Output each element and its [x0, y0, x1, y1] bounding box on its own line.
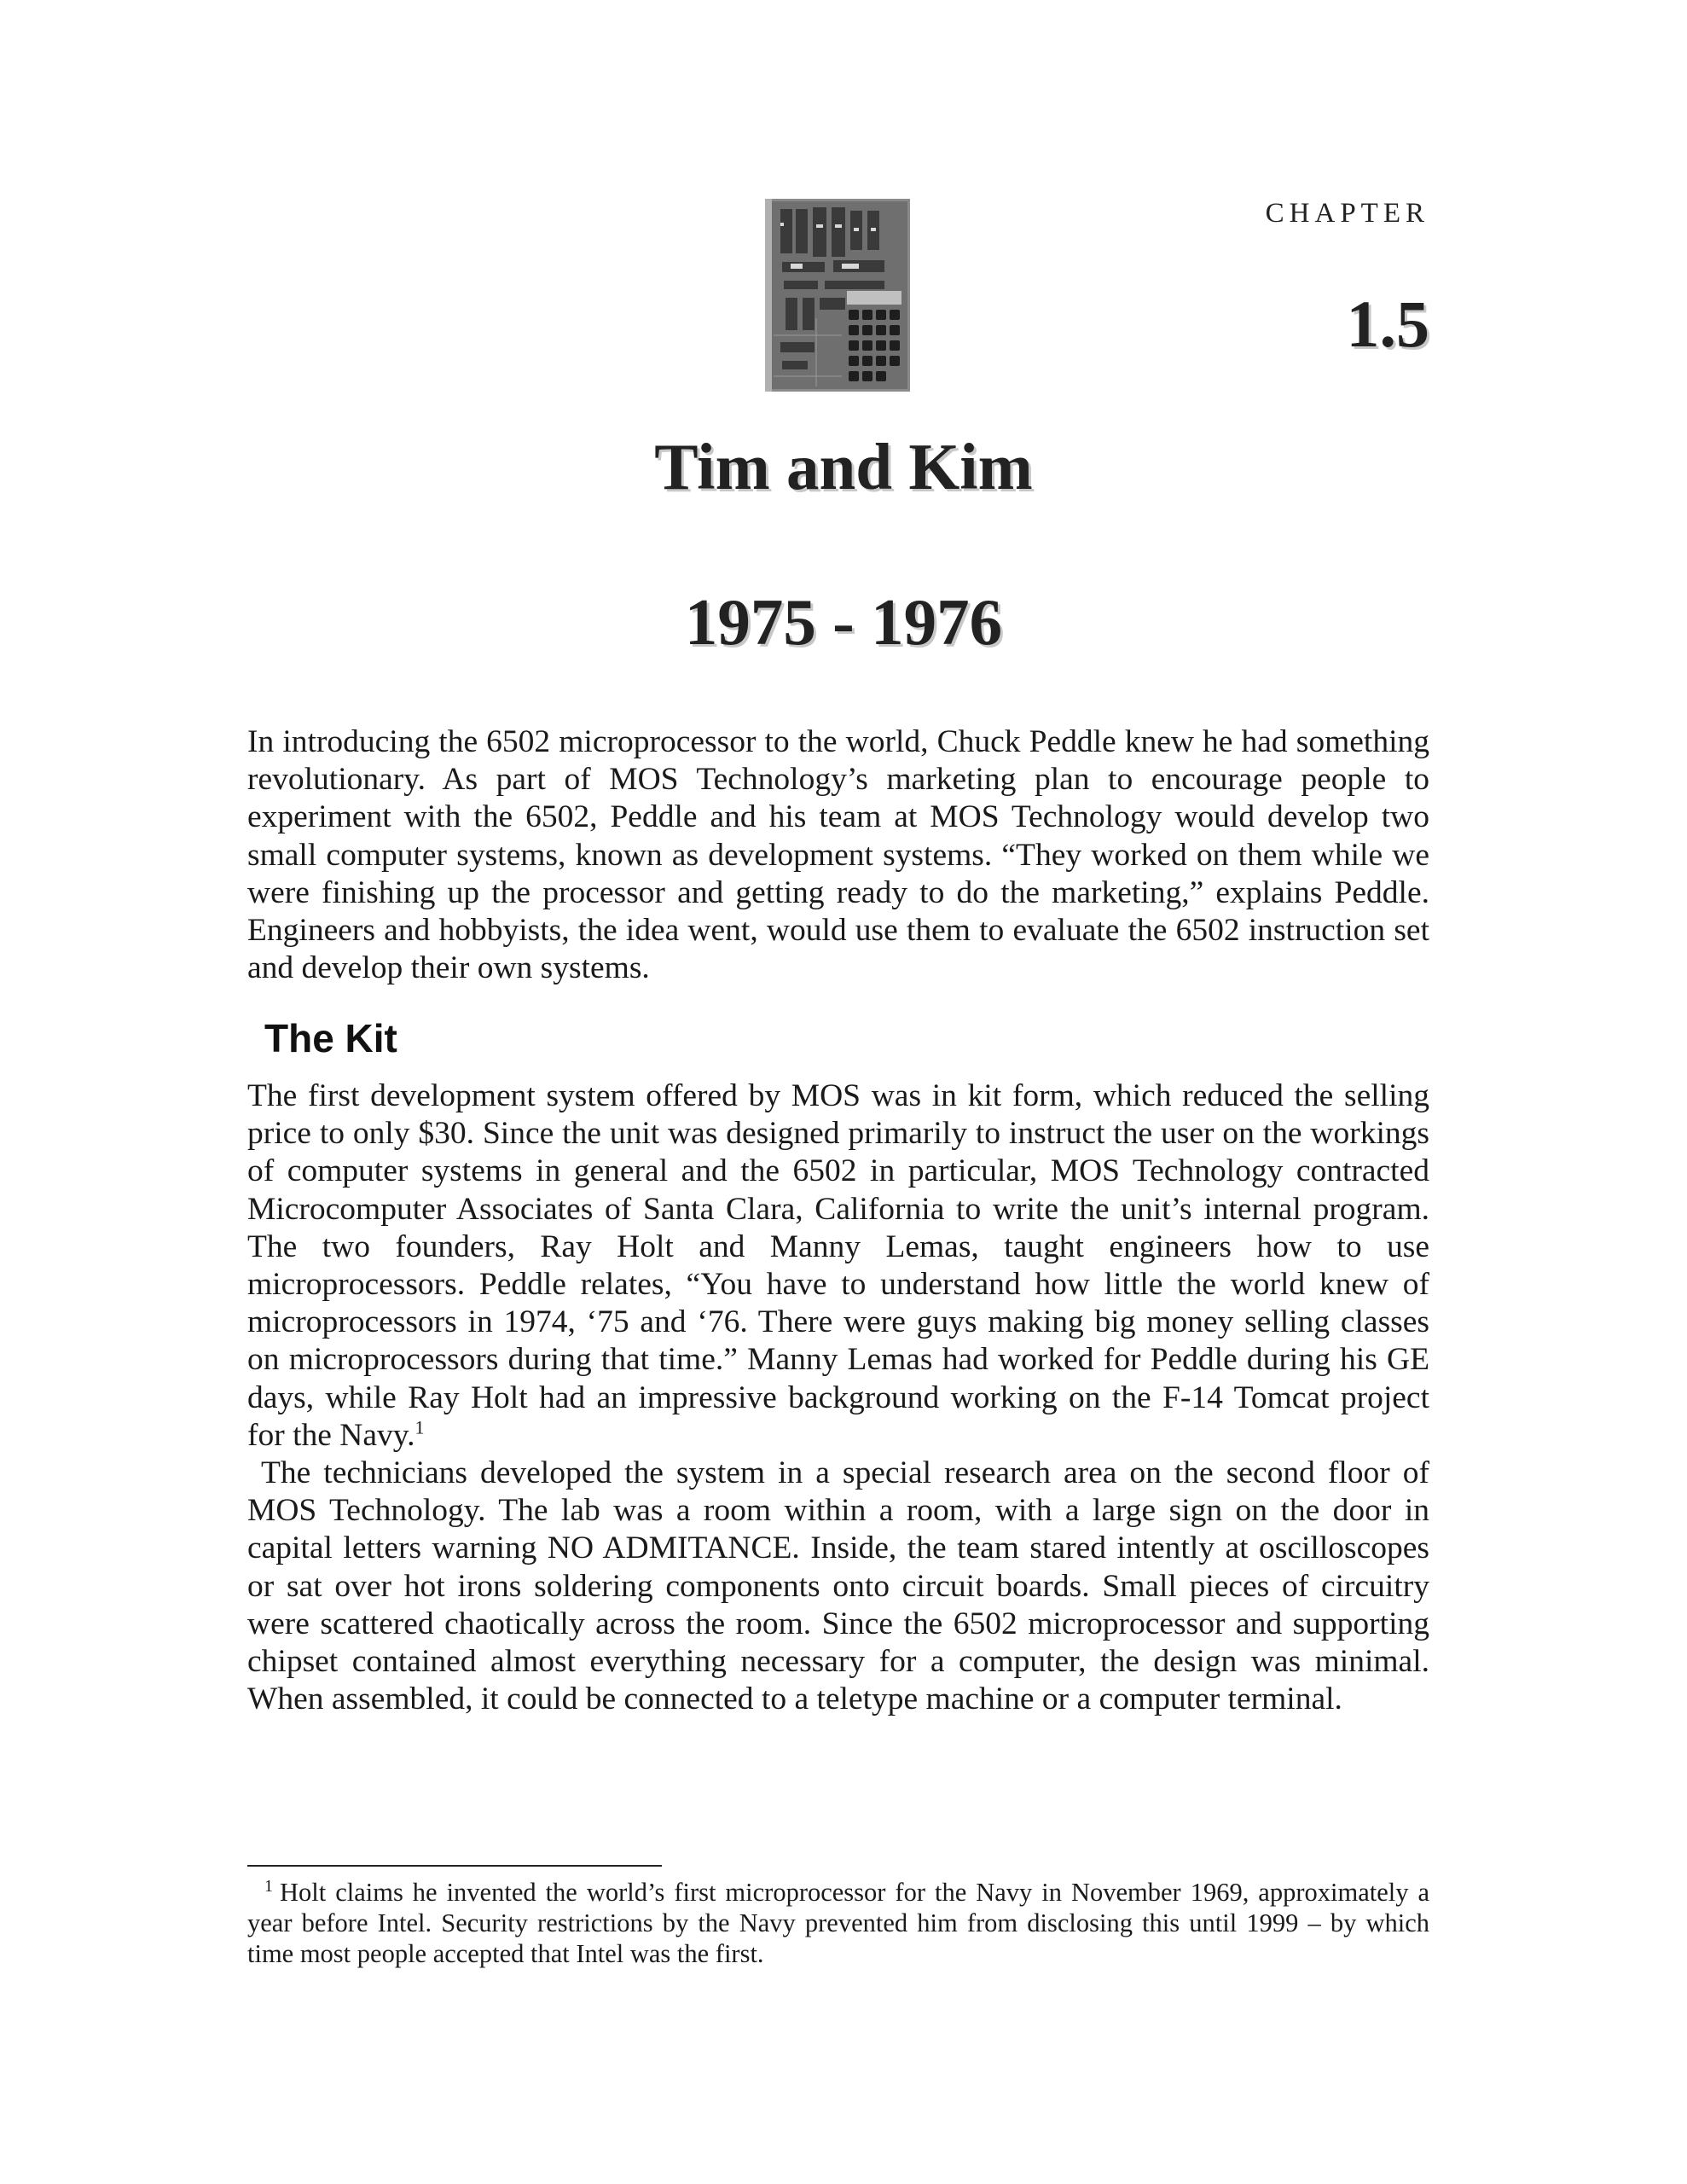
kit-paragraph-1-text: The first development system offered by MOS was in kit form, which reduced the selling price to only $30. Since the unit was designed primarily to instruct the user on the workings of computer systems in general and the 6502 in particular, MOS Technology contracted Microcomputer Associates of Santa Clara, California to write the unit’s internal program. The two founders, Ray Holt and Manny Lemas, taught engineers how to use microprocessors. Peddle relates, “You have to understand how little the world knew of microprocessors in 1974, ‘75 and ‘76. There were guys making big money selling classes on microprocessors during that time.” Manny Lemas had worked for Peddle during his GE days, while Ray Holt had an impressive background working on the F-14 Tomcat project for the Navy. [247, 1078, 1429, 1453]
chapter-number: 1.5 [1346, 287, 1429, 361]
kit-paragraph-2: The technicians developed the system in a special research area on the second floor of MOS Technology. The lab was a room within a room, with a large sign on the door in capital letters warning NO ADMITANCE. Inside, the team stared intently at oscilloscopes or sat over hot irons soldering components onto circuit boards. Small pieces of circuitry were scattered chaotically across the room. Since the 6502 microprocessor and supporting chipset contained almost everything necessary for a computer, the design was minimal. When assembled, it could be connected to a teletype machine or a computer terminal. [247, 1455, 1429, 1717]
chapter-years: 1975 - 1976 [684, 585, 1003, 659]
kit-paragraph-1 [247, 1077, 1429, 1455]
section-heading-the-kit: The Kit [264, 1016, 397, 1060]
footnote [247, 1877, 1429, 1969]
footnote-mark: 1 [264, 1876, 273, 1896]
footnote-text: Holt claims he invented the world’s first microprocessor for the Navy in November 1969, approximately a year before Intel. Security restrictions by the Navy prevented him from disclosing this until 1999 – by which time most people accepted that Intel was the first. [247, 1878, 1429, 1968]
intro-paragraph: In introducing the 6502 microprocessor to the world, Chuck Peddle knew he had something revolutionary. As part of MOS Technology’s marketing plan to encourage people to experiment with the 6502, Peddle and his team at MOS Technology would develop two small computer systems, known as development systems. “They worked on them while we were finishing up the processor and getting ready to do the marketing,” explains Peddle. Engineers and hobbyists, the idea went, would use them to evaluate the 6502 instruction set and develop their own systems. [247, 724, 1429, 986]
chapter-label: CHAPTER [1265, 198, 1429, 229]
footnote-divider [247, 1865, 662, 1867]
circuit-board-photo [765, 199, 910, 392]
chapter-title: Tim and Kim [654, 430, 1033, 503]
section-kit-body [247, 1077, 1429, 1718]
footnote-reference[interactable]: 1 [415, 1416, 425, 1438]
